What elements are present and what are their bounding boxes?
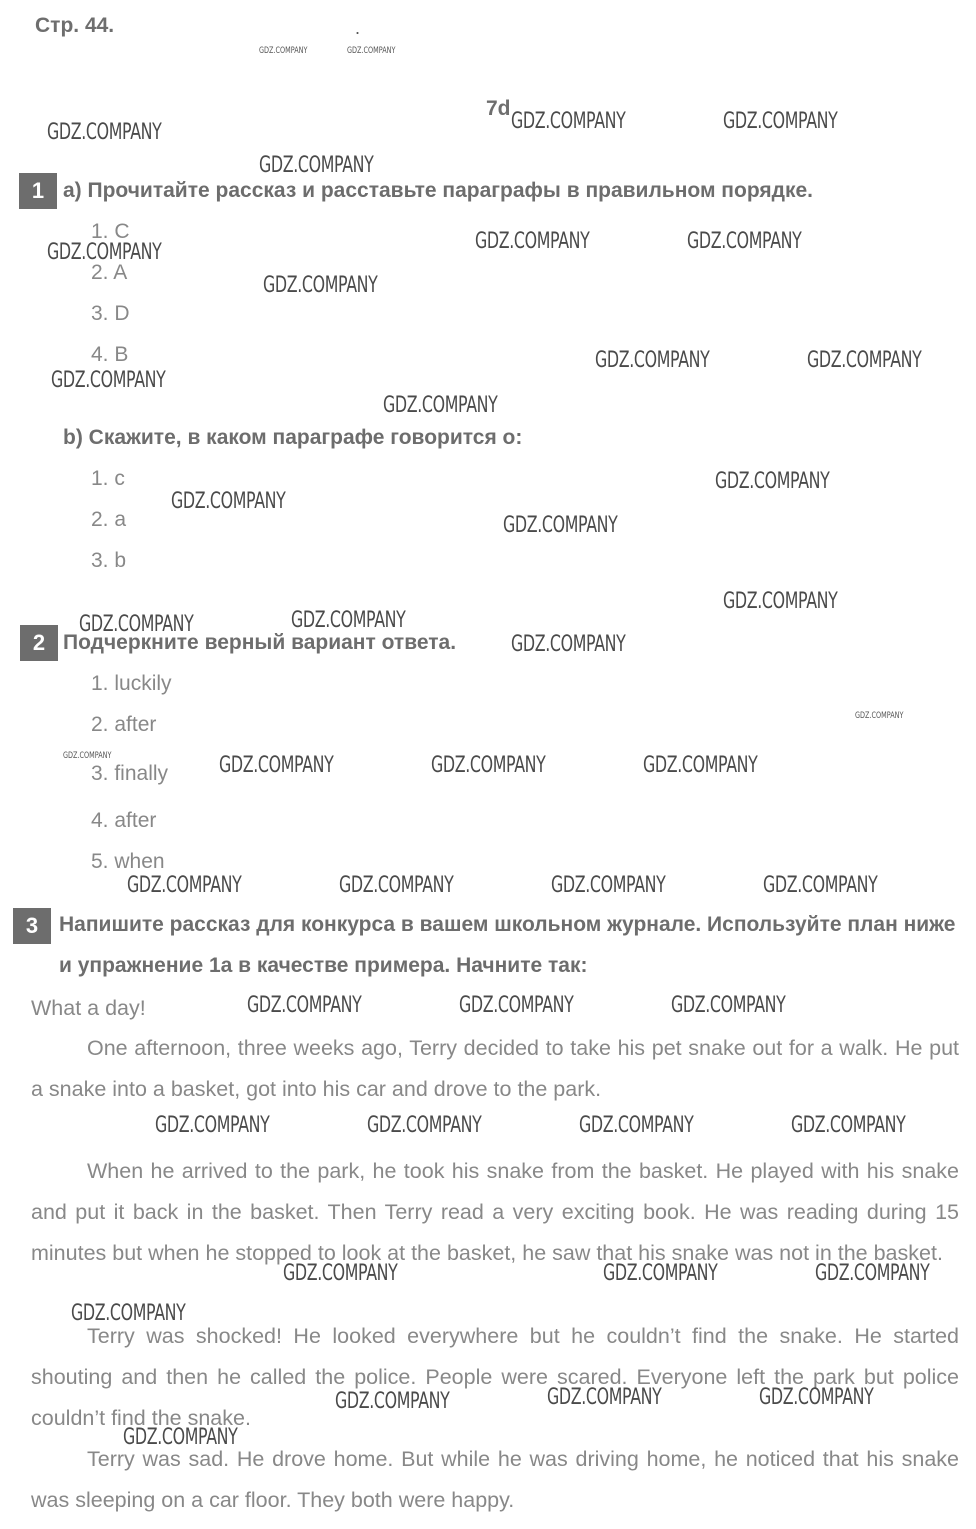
- task-2-answer: 1. luckily: [91, 672, 172, 695]
- watermark: GDZ.COMPANY: [459, 993, 574, 1018]
- watermark: GDZ.COMPANY: [247, 993, 362, 1018]
- watermark: GDZ.COMPANY: [263, 273, 378, 298]
- watermark: GDZ.COMPANY: [547, 1385, 662, 1410]
- watermark: GDZ.COMPANY: [383, 393, 498, 418]
- task-1b-answer: 2. a: [91, 508, 127, 531]
- task-1a-heading: a) Прочитайте рассказ и расставьте параграфы в правильном порядке.: [63, 179, 813, 202]
- task-2-answer: 5. when: [91, 850, 165, 873]
- page-number: Стр. 44.: [35, 14, 115, 37]
- task-2-answer: 3. finally: [91, 762, 169, 785]
- story-paragraph-1: [31, 1028, 959, 1110]
- task-1a-answer: 3. D: [91, 302, 130, 325]
- watermark: GDZ.COMPANY: [259, 46, 308, 56]
- watermark: GDZ.COMPANY: [79, 612, 194, 637]
- watermark: GDZ.COMPANY: [63, 751, 112, 761]
- watermark: GDZ.COMPANY: [723, 109, 838, 134]
- unit-label: 7d: [486, 97, 511, 120]
- watermark: GDZ.COMPANY: [155, 1113, 270, 1138]
- story-paragraph-3: [31, 1316, 959, 1439]
- task-1-badge: 1: [19, 173, 57, 209]
- watermark: GDZ.COMPANY: [431, 753, 546, 778]
- watermark: GDZ.COMPANY: [511, 109, 626, 134]
- watermark: GDZ.COMPANY: [347, 46, 396, 56]
- watermark: GDZ.COMPANY: [791, 1113, 906, 1138]
- watermark: GDZ.COMPANY: [171, 489, 286, 514]
- story-paragraph-2-text: When he arrived to the park, he took his snake from the basket. He played with his snake and put it back in the basket. Then Terry read a very exciting book. He was reading during 15 minutes but when he stopped to look at the basket, he saw that his snake was not in the basket.: [31, 1159, 959, 1265]
- story-paragraph-3-text: Terry was shocked! He looked everywhere but he couldn’t find the snake. He started shouting and then he called the police. People were scared. Everyone left the park but police couldn’t find the snake.: [31, 1324, 959, 1430]
- stray-dot: .: [355, 18, 361, 38]
- task-2-badge: 2: [20, 625, 58, 661]
- watermark: GDZ.COMPANY: [259, 153, 374, 178]
- watermark: GDZ.COMPANY: [715, 469, 830, 494]
- watermark: GDZ.COMPANY: [671, 993, 786, 1018]
- task-3-heading: Напишите рассказ для конкурса в вашем школьном журнале. Используйте план ниже и упражнение 1a в качестве примера. Начните так:: [59, 913, 956, 977]
- watermark: GDZ.COMPANY: [855, 711, 904, 721]
- watermark: GDZ.COMPANY: [475, 229, 590, 254]
- watermark: GDZ.COMPANY: [123, 1425, 238, 1450]
- watermark: GDZ.COMPANY: [511, 632, 626, 657]
- watermark: GDZ.COMPANY: [763, 873, 878, 898]
- watermark: GDZ.COMPANY: [339, 873, 454, 898]
- story-paragraph-4-text: Terry was sad. He drove home. But while he was driving home, he noticed that his snake was sleeping on a car floor. They both were happy.: [31, 1447, 959, 1512]
- story-paragraph-2: [31, 1151, 959, 1274]
- story-paragraph-1-text: One afternoon, three weeks ago, Terry decided to take his pet snake out for a walk. He put a snake into a basket, got into his car and drove to the park.: [31, 1036, 959, 1101]
- watermark: GDZ.COMPANY: [643, 753, 758, 778]
- watermark: GDZ.COMPANY: [603, 1261, 718, 1286]
- watermark: GDZ.COMPANY: [51, 368, 166, 393]
- watermark: GDZ.COMPANY: [759, 1385, 874, 1410]
- watermark: GDZ.COMPANY: [47, 120, 162, 145]
- task-1a-answer: 4. B: [91, 343, 129, 366]
- watermark: GDZ.COMPANY: [807, 348, 922, 373]
- task-1b-answer: 1. c: [91, 467, 125, 490]
- watermark: GDZ.COMPANY: [219, 753, 334, 778]
- watermark: GDZ.COMPANY: [723, 589, 838, 614]
- task-2-answer: 4. after: [91, 809, 157, 832]
- task-3-badge: 3: [13, 908, 51, 944]
- watermark: GDZ.COMPANY: [291, 608, 406, 633]
- watermark: GDZ.COMPANY: [335, 1389, 450, 1414]
- watermark: GDZ.COMPANY: [47, 240, 162, 265]
- story-title: What a day!: [31, 996, 146, 1020]
- task-2-answer: 2. after: [91, 713, 157, 736]
- watermark: GDZ.COMPANY: [503, 513, 618, 538]
- watermark: GDZ.COMPANY: [687, 229, 802, 254]
- watermark: GDZ.COMPANY: [283, 1261, 398, 1286]
- task-1b-answer: 3. b: [91, 549, 127, 572]
- watermark: GDZ.COMPANY: [367, 1113, 482, 1138]
- watermark: GDZ.COMPANY: [551, 873, 666, 898]
- task-1b-heading: b) Скажите, в каком параграфе говорится о:: [63, 426, 523, 449]
- watermark: GDZ.COMPANY: [579, 1113, 694, 1138]
- watermark: GDZ.COMPANY: [71, 1301, 186, 1326]
- task-1a-answer: 1. C: [91, 220, 130, 243]
- watermark: GDZ.COMPANY: [815, 1261, 930, 1286]
- watermark: GDZ.COMPANY: [595, 348, 710, 373]
- task-1a-answer: 2. A: [91, 261, 128, 284]
- story-paragraph-4: [31, 1439, 959, 1521]
- task-2-heading: Подчеркните верный вариант ответа.: [63, 631, 457, 654]
- watermark: GDZ.COMPANY: [127, 873, 242, 898]
